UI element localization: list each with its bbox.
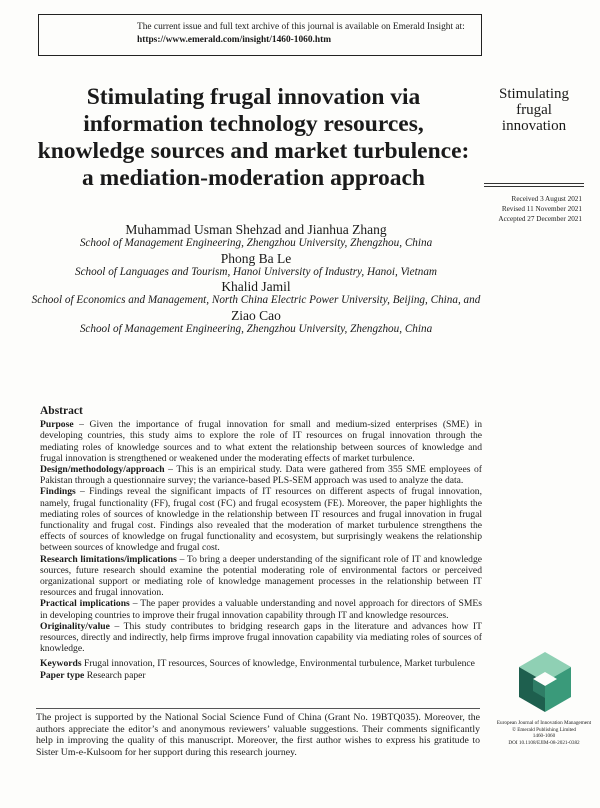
abstract-findings	[40, 486, 482, 553]
accepted-date: Accepted 27 December 2021	[498, 215, 582, 223]
history-dates	[484, 194, 582, 224]
keywords	[40, 658, 482, 670]
journal-issn: 1460-1060	[532, 733, 556, 740]
section-text: – This is an empirical study. Data were gathered from 355 SME employees of Pakistan through a questionnaire survey; the variance-based PLS-SEM approach was used to analyze the data.	[40, 464, 482, 487]
received-date: Received 3 August 2021	[511, 195, 582, 203]
section-text: – The paper provides a valuable understanding and novel approach for directors of SMEs in developing countries to improve their frugal innovation capability through IT and knowledge resources.	[40, 598, 482, 621]
author-affiliation: School of Management Engineering, Zhengzhou University, Zhengzhou, China	[79, 237, 433, 249]
journal-url-link[interactable]: https://www.emerald.com/insight/1460-1060.htm	[137, 35, 332, 45]
running-title: Stimulating frugal innovation	[498, 86, 569, 134]
section-text: – Findings reveal the significant impacts of IT resources on different aspects of frugal innovation, namely, frugal functionality (FF), frugal cost (FC) and frugal ecosystem (FE). Moreover, the paper highlights the mediating roles of sources of knowledge in the relationship between IT resources and frugal innovation in frugal functionality and frugal cost. Findings also revealed that the moderation of market turbulence strengthens the effects of sources of knowledge on frugal functionality and ecosystem, but surprisingly weakens the relationship between sources of knowledge and frugal cost.	[40, 486, 482, 554]
banner-text: The current issue and full text archive of this journal is available on Emerald Insight at:	[137, 22, 465, 32]
author-affiliation: School of Languages and Tourism, Hanoi University of Industry, Hanoi, Vietnam	[74, 265, 438, 278]
keywords-text: Frugal innovation, IT resources, Sources of knowledge, Environmental turbulence, Market turbulence	[81, 658, 475, 670]
divider	[484, 183, 584, 184]
abstract-design	[40, 464, 482, 486]
abstract-limitations	[40, 554, 482, 599]
abstract	[40, 406, 482, 682]
journal-name: European Journal of Innovation Management	[496, 720, 592, 726]
author-affiliation: School of Management Engineering, Zhengzhou University, Zhengzhou, China	[79, 322, 433, 335]
section-text: – To bring a deeper understanding of the significant role of IT and knowledge sources, future research should examine the potential moderating role of environmental factors or perceived organizational support or mediating role of knowledge management processes in the relationship between IT resources and frugal innovation.	[40, 553, 482, 599]
journal-logo-icon	[516, 650, 574, 714]
abstract-originality	[40, 621, 482, 655]
paper-type	[40, 670, 482, 682]
section-label: Research limitations/implications	[40, 553, 177, 565]
access-banner	[38, 14, 482, 56]
footnote-divider	[36, 708, 480, 709]
article-title: Stimulating frugal innovation via information technology resources, knowledge sources and market turbulence: a mediation-moderation approach	[37, 84, 470, 191]
author-names: Ziao Cao	[231, 307, 281, 323]
journal-info	[492, 720, 596, 746]
author-names: Muhammad Usman Shehzad and Jianhua Zhang	[125, 222, 387, 237]
abstract-purpose	[40, 419, 482, 464]
author-names: Phong Ba Le	[220, 250, 292, 266]
section-label: Practical implications	[40, 598, 130, 610]
section-label: Originality/value	[40, 620, 110, 632]
author-block	[30, 222, 482, 336]
journal-copyright: © Emerald Publishing Limited	[511, 726, 577, 733]
section-label: Purpose	[40, 419, 74, 431]
section-label: Design/methodology/approach	[40, 464, 165, 476]
paper-type-label: Paper type	[40, 670, 85, 682]
abstract-heading: Abstract	[40, 405, 83, 417]
author-affiliation: School of Economics and Management, North China Electric Power University, Beijing, China, and	[31, 294, 481, 306]
section-text: – Given the importance of frugal innovation for small and medium-sized enterprises (SME) in developing countries, this study aims to explore the role of IT resources on frugal innovation through the mediating roles of knowledge sources and to what extent the relationship between sources of knowledge and frugal innovation is strengthened or weakened under the moderating effects of market turbulence.	[40, 419, 482, 464]
section-text: – This study contributes to bridging research gaps in the literature and advances how IT resources, directly and indirectly, help firms improve frugal innovation capability via mediating roles of sources of knowledge.	[40, 620, 482, 655]
journal-doi: DOI 10.1108/EJIM-08-2021-0382	[508, 739, 580, 746]
author-names: Khalid Jamil	[221, 279, 291, 294]
revised-date: Revised 11 November 2021	[501, 205, 582, 213]
paper-type-text: Research paper	[84, 670, 146, 682]
abstract-practical	[40, 598, 482, 620]
keywords-label: Keywords	[40, 658, 82, 670]
section-label: Findings	[40, 486, 76, 498]
funding-note: The project is supported by the National Social Science Fund of China (Grant No. 19BTQ035). Moreover, the authors appreciate the editor’s and anonymous reviewers’ valuable suggestions. Their comments significantly help in improving the quality of this manuscript. Moreover, the first author wishes to express his gratitude to Sister Um-e-Kulsoom for her support during this research journey.	[36, 712, 480, 758]
divider	[484, 186, 584, 187]
